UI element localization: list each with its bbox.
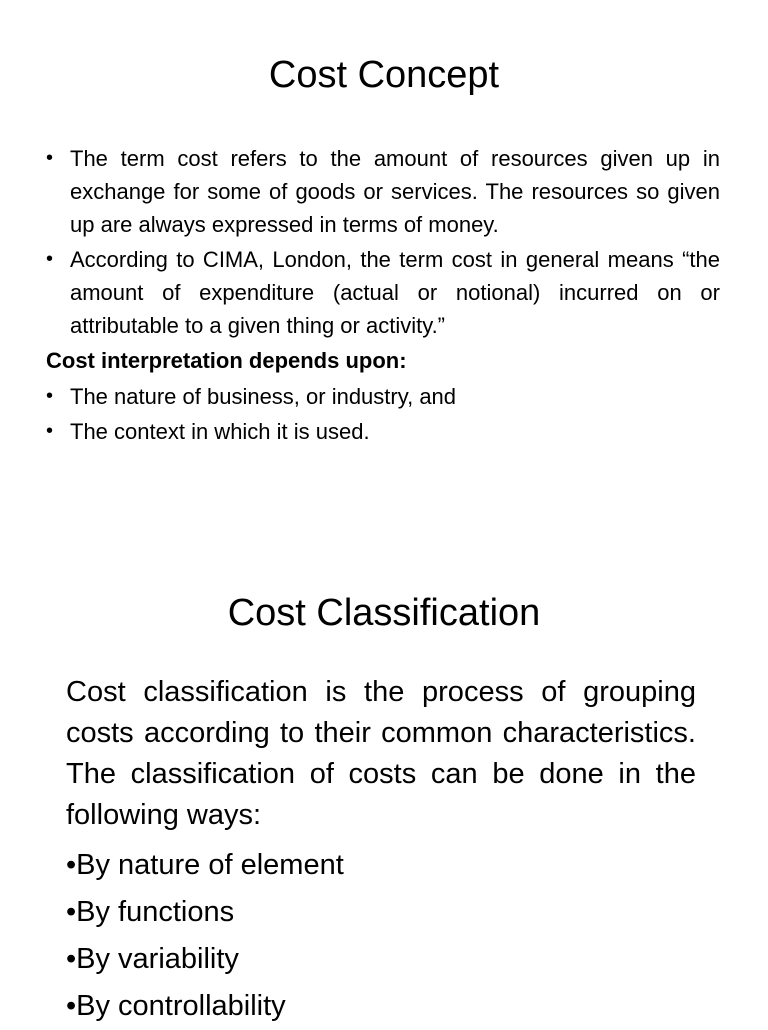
bullet-text: According to CIMA, London, the term cost in general means “the amount of expenditure (actual or notional) incurred on or attributable to a given thing or activity.” <box>70 247 720 338</box>
slide-cost-classification <box>0 560 768 1024</box>
list-item: •By nature of element <box>66 849 344 881</box>
bullet-icon: • <box>46 248 54 270</box>
slide-body <box>46 142 720 450</box>
bullet-icon: • <box>46 147 54 169</box>
bullet-text: The term cost refers to the amount of resources given up in exchange for some of goods or services. The resources so given up are always expressed in terms of money. <box>70 146 720 237</box>
bullet-icon: • <box>46 420 54 442</box>
bullet-text: The context in which it is used. <box>70 419 370 444</box>
slide-title: Cost Concept <box>268 54 500 96</box>
sub-bullet-list <box>46 380 720 448</box>
slide-cost-concept <box>0 0 768 500</box>
slide-body <box>66 672 696 1030</box>
bullet-item <box>46 243 720 342</box>
bullet-item <box>46 142 720 241</box>
bullet-item <box>46 380 720 413</box>
bullet-icon: • <box>46 385 54 407</box>
intro-paragraph: Cost classification is the process of grouping costs according to their common characteristics. The classification of costs can be done in the following ways: <box>66 676 696 831</box>
list-item: •By functions <box>66 896 235 928</box>
list-item: •By controllability <box>66 990 286 1022</box>
slide-title: Cost Classification <box>227 592 541 634</box>
subheading: Cost interpretation depends upon: <box>46 348 407 373</box>
list-item: •By variability <box>66 943 239 975</box>
bullet-list <box>46 142 720 342</box>
bullet-text: The nature of business, or industry, and <box>70 384 457 409</box>
bullet-item <box>46 415 720 448</box>
classification-list <box>66 842 696 1030</box>
